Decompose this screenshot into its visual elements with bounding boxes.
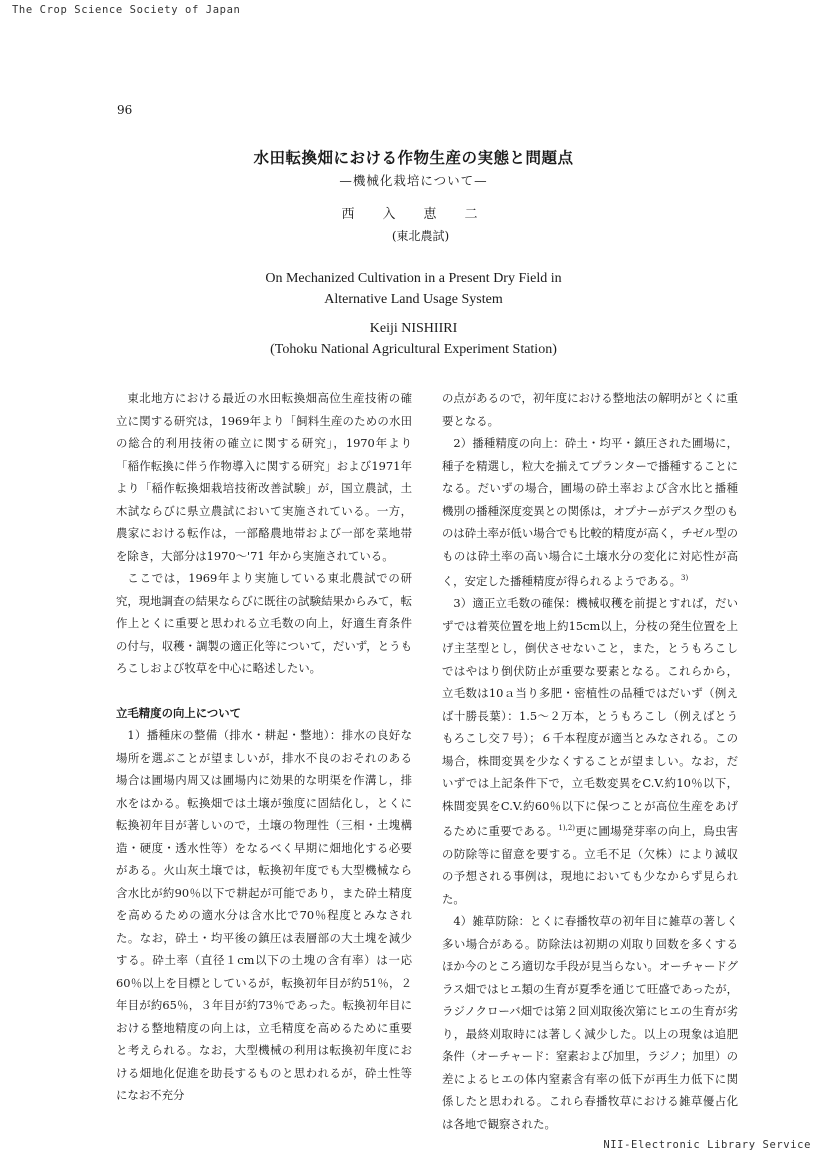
right-column xyxy=(442,387,738,1135)
affiliation-jp: (東北農試) xyxy=(391,229,450,243)
paragraph-text: 3）適正立毛数の確保：機械収穫を前提とすれば，だいずでは着莢位置を地上約15cm以上，分枝の発生位置を上げ主茎型とし，倒伏させないこと，また，とうもろこしではやはり倒伏防止が重要な要素となる。これらから，立毛数は10ａ当り多肥・密植性の品種ではだいず（例えば十勝長葉）：1.5～２万本，とうもろこし（例えばとうもろこし交７号）；６千本程度が適当とみなされる。この場合，株間変異を少なくすることが望ましい。なお，だいずでは上記条件下で，立毛数変異をC.V.約10％以下，株間変異をC.V.約60％以下に保つことが高位生産をあげるために重要である。 xyxy=(442,596,738,839)
paper-subtitle-jp: —機械化栽培について— xyxy=(339,173,488,188)
paper-title-en-line1: On Mechanized Cultivation in a Present Dry Field in xyxy=(265,271,562,286)
reference-note: 3) xyxy=(680,574,689,582)
body-paragraph xyxy=(442,592,738,910)
section-heading: 立毛精度の向上について xyxy=(116,705,242,720)
paper-title-jp: 水田転換畑における作物生産の実態と問題点 xyxy=(253,149,574,167)
reference-note: 1),2) xyxy=(558,824,576,833)
paper-title-en-line2: Alternative Land Usage System xyxy=(324,292,503,307)
section-gap xyxy=(116,680,412,702)
library-footer: NII-Electronic Library Service xyxy=(603,1139,811,1151)
page-number: 96 xyxy=(117,103,133,117)
paragraph-text: 2）播種精度の向上：砕土・均平・鎮圧された圃場に，種子を精選し，粒大を揃えてプランターで播種することになる。だいずの場合，圃場の砕土率および含水比と播種機別の播種深度変異との関係は，オプナーがデスク型のものは砕土率が低い場合でも比較的精度が高く，チゼル型のものは砕土率の高い場合に土壌水分の変化に対応性が高く，安定した播種精度が得られるようである。 xyxy=(442,436,738,588)
body-paragraph: 1）播種床の整備（排水・耕起・整地）：排水の良好な場所を選ぶことが望ましいが，排水不良のおそれのある場合は圃場内周又は圃場内に効果的な明渠を作溝し，排水をはかる。転換畑では土壌が強度に固結化し，とくに転換初年目が著しいので，土壌の物理性（三相・土塊構造・硬度・透水性等）をなるべく早期に畑地化する必要がある。火山灰土壌では，転換初年度でも大型機械なら含水比が約90％以下で耕起が可能であり，また砕土精度を高めるための適水分は含水比で70％程度とみなされた。なお，砕土・均平後の鎮圧は表層部の大土塊を減少する。砕土率（直径１cm以下の土塊の含有率）は一応60％以上を目標としているが，転換初年目が約51％，２年目が約65％，３年目が約73％であった。転換初年目における整地精度の向上は，立毛精度を高めるために重要と考えられる。なお，大型機械の利用は転換初年度における畑地化促進を助長するものと思われるが，砕土性等になお不充分 xyxy=(116,728,412,1102)
author-name-en: Keiji NISHIIRI xyxy=(369,321,458,336)
body-paragraph: 4）雑草防除：とくに春播牧草の初年目に雑草の著しく多い場合がある。防除法は初期の刈取り回数を多くするほか今のところ適切な手段が見当らない。オーチャードグラス畑ではヒエ類の生育が夏季を通じて旺盛であったが，ラジノクローバ畑では第２回刈取後次第にヒエの生育が劣り，最終刈取時には著しく減少した。以上の現象は追肥条件（オーチャード：窒素および加里，ラジノ；加里）の差によるヒエの体内窒素含有率の低下が再生力低下に関係したと思われる。これら春播牧草における雑草優占化は各地で観察された。 xyxy=(442,914,738,1131)
paragraph-text: 更に圃場発芽率の向上，鳥虫害の防除等に留意を要する。立毛不足（欠株）により減収の予想される事例は，現地においても少なからず見られた。 xyxy=(442,824,738,906)
body-paragraph: 東北地方における最近の水田転換畑高位生産技術の確立に関する研究は，1969年より「飼料生産のための水田の総合的利用技術の確立に関する研究」，1970年より「稲作転換に伴う作物導入に関する研究」および1971年より「稲作転換畑栽培技術改善試験」が，国立農試，土木試ならびに県立農試において実施されている。一方，農家における転作は，一部酪農地帯および一部を菜地帯を除き，大部分は1970～'71 年から実施されている。 xyxy=(116,391,412,563)
body-paragraph: ここでは，1969年より実施している東北農試での研究，現地調査の結果ならびに既往の試験結果からみて，転作上とくに重要と思われる立毛数の向上，好適生育条件の付与，収穫・調製の適正化等について，だいず，とうもろこしおよび牧草を中心に略述したい。 xyxy=(116,571,412,675)
body-paragraph: の点があるので，初年度における整地法の解明がとくに重要となる。 xyxy=(442,391,738,428)
society-header: The Crop Science Society of Japan xyxy=(12,4,241,16)
affiliation-en: (Tohoku National Agricultural Experiment Station) xyxy=(270,342,557,357)
author-name-jp: 西入恵二 xyxy=(341,207,506,222)
body-paragraph xyxy=(442,432,738,592)
left-column xyxy=(116,387,412,1107)
